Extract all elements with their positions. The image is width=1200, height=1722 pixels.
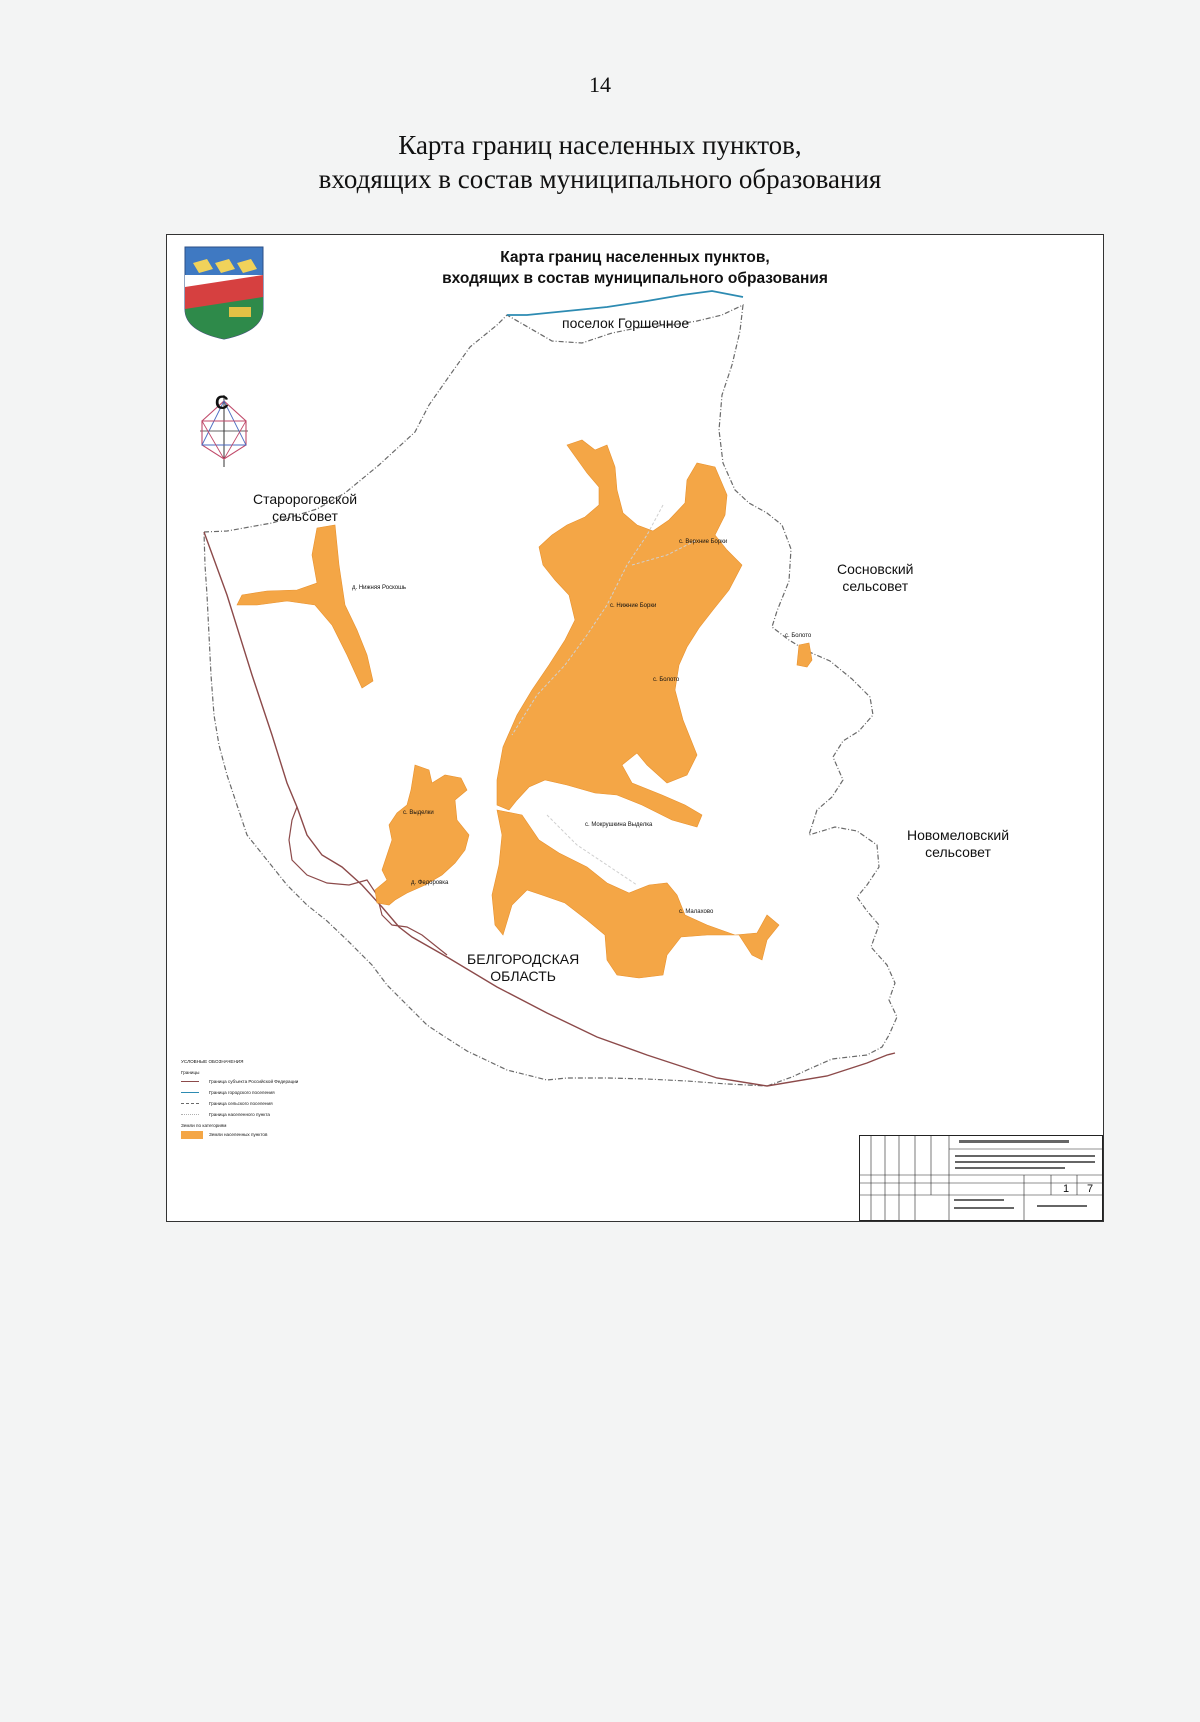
label-south-line1: БЕЛГОРОДСКАЯ: [467, 951, 580, 967]
legend-line-municipal: [181, 1092, 199, 1093]
settlement-label-nizhnyaya-roskosh: д. Нижняя Роскошь: [352, 585, 407, 591]
legend-item-label: Граница сельского поселения: [209, 1100, 273, 1106]
region-boundary: [204, 532, 895, 1086]
label-north: поселок Горшечное: [562, 315, 690, 331]
legend-item: [181, 1076, 381, 1087]
legend-group-zones: Земли по категориям: [181, 1123, 227, 1128]
settlement-label-malakhovo: с. Малахово: [679, 909, 714, 915]
legend-item: [181, 1109, 381, 1120]
compass-label: С: [215, 393, 229, 414]
settlement-label-boloto-east: с. Болото: [785, 633, 812, 639]
settlement-label-vydelki: с. Выделки: [403, 810, 434, 816]
legend-item: [181, 1098, 381, 1109]
page-number: 14: [589, 72, 611, 97]
label-northwest: [253, 491, 357, 525]
map-title-line1: Карта границ населенных пунктов,: [500, 249, 770, 266]
map-legend: [181, 1059, 381, 1140]
label-northwest-line1: Старороговской: [253, 491, 358, 507]
label-east-line2: сельсовет: [842, 578, 909, 594]
legend-line-region: [181, 1081, 199, 1082]
legend-item-label: Граница субъекта Российской Федерации: [209, 1078, 299, 1084]
legend-line-settlement: [181, 1114, 199, 1115]
map-title-line2: входящих в состав муниципального образования: [442, 270, 828, 287]
settlement-boloto-east: [797, 643, 812, 667]
settlement-label-fedorovka: д. Федоровка: [411, 880, 449, 886]
legend-item-label: Земли населенных пунктов: [209, 1131, 268, 1137]
label-southeast-line1: Новомеловский: [907, 827, 1010, 843]
settlement-label-mokraya-vydelka: с. Мокрушкина Выделка: [585, 822, 653, 828]
legend-line-district: [181, 1103, 199, 1104]
legend-heading: УСЛОВНЫЕ ОБОЗНАЧЕНИЯ: [181, 1059, 244, 1064]
stamp-sheet-total: 7: [1086, 1183, 1094, 1195]
document-title-line1: Карта границ населенных пунктов,: [398, 130, 802, 160]
map-frame: [166, 234, 1104, 1222]
label-southeast-line2: сельсовет: [925, 844, 991, 860]
legend-item: [181, 1129, 381, 1140]
document-title: [0, 128, 1200, 196]
settlement-label-boloto: с. Болото: [653, 677, 680, 683]
label-south-line2: ОБЛАСТЬ: [490, 968, 556, 984]
legend-item-label: Граница населенного пункта: [209, 1111, 270, 1117]
settlement-borki-boloto: [497, 440, 742, 827]
title-block-stamp: [859, 1135, 1103, 1221]
legend-item: [181, 1087, 381, 1098]
label-northwest-line2: сельсовет: [272, 508, 338, 524]
label-east-line1: Сосновский: [837, 561, 914, 577]
legend-item-label: Граница городского поселения: [209, 1089, 275, 1095]
label-southeast: [907, 827, 1009, 861]
legend-swatch-settlement: [181, 1131, 203, 1139]
label-east: [837, 561, 913, 595]
municipal-boundary: [507, 291, 743, 315]
settlement-label-nizhnie-borki: с. Нижние Борки: [610, 603, 657, 609]
settlement-label-verhnie-borki: с. Верхние Борки: [679, 539, 728, 545]
stamp-sheet-number: 1: [1062, 1183, 1070, 1195]
document-title-line2: входящих в состав муниципального образования: [318, 164, 882, 194]
settlement-nizhnyaya-roskosh: [237, 525, 373, 688]
map-title: [167, 247, 1103, 289]
legend-group-boundaries: Границы: [181, 1070, 200, 1075]
stamp-grid: [859, 1135, 1103, 1221]
label-south: [467, 951, 579, 985]
